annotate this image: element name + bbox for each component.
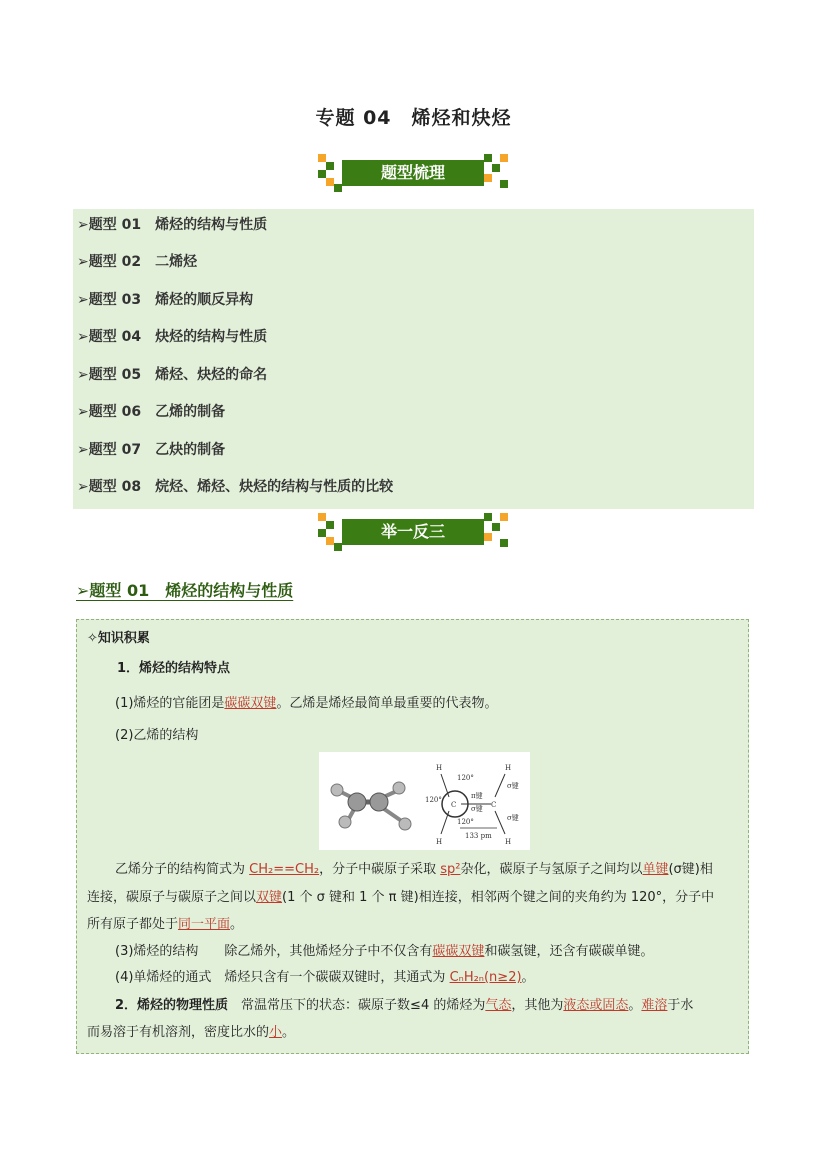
- paragraph: 2．烯烃的物理性质 常温常压下的状态：碳原子数≤4 的烯烃为气态，其他为液态或固态。难溶于水: [115, 998, 694, 1013]
- section-banner-question-types: [318, 154, 508, 192]
- list-item[interactable]: ➢题型 06 乙烯的制备: [77, 404, 226, 420]
- question-type-list: [73, 209, 754, 509]
- sigma-bond-label: σ键: [507, 814, 519, 822]
- list-item[interactable]: ➢题型 03 烯烃的顺反异构: [77, 292, 254, 308]
- atom-h-label: H: [505, 838, 512, 846]
- atom-c-label: C: [451, 801, 457, 809]
- banner-decoration: [334, 543, 342, 551]
- banner-decoration: [334, 184, 342, 192]
- bond-length-label: 133 pm: [465, 832, 492, 840]
- banner-decoration: [318, 170, 326, 178]
- banner-label: 举一反三: [380, 522, 445, 541]
- banner-decoration: [484, 174, 492, 182]
- list-item[interactable]: ➢题型 05 烯烃、炔烃的命名: [77, 367, 268, 383]
- banner-decoration: [492, 523, 500, 531]
- banner-decoration: [318, 154, 326, 162]
- list-item[interactable]: ➢题型 04 炔烃的结构与性质: [77, 329, 268, 345]
- banner-decoration: [484, 533, 492, 541]
- section-banner-practice: [318, 513, 508, 551]
- banner-decoration: [318, 529, 326, 537]
- ethylene-diagram: [319, 752, 530, 850]
- banner-decoration: [500, 513, 508, 521]
- angle-label: 120°: [457, 774, 474, 782]
- atom-h-label: H: [436, 838, 443, 846]
- banner-decoration: [326, 178, 334, 186]
- sigma-bond-label: σ键: [471, 805, 483, 813]
- list-item[interactable]: ➢题型 07 乙炔的制备: [77, 442, 226, 458]
- banner-decoration: [326, 521, 334, 529]
- atom-h-label: H: [505, 764, 512, 772]
- knowledge-label: ✧知识积累: [87, 631, 150, 646]
- page-title: 专题 04 烯烃和炔烃: [315, 107, 512, 129]
- banner-decoration: [484, 513, 492, 521]
- banner-label: 题型梳理: [380, 163, 445, 182]
- bond-schematic: [425, 764, 519, 846]
- banner-decoration: [500, 180, 508, 188]
- paragraph: (2)乙烯的结构: [115, 728, 199, 743]
- paragraph: 而易溶于有机溶剂，密度比水的小。: [87, 1025, 296, 1040]
- list-item[interactable]: ➢题型 08 烷烃、烯烃、炔烃的结构与性质的比较: [77, 479, 394, 495]
- banner-decoration: [500, 154, 508, 162]
- list-item[interactable]: ➢题型 02 二烯烃: [77, 254, 198, 270]
- paragraph: (4)单烯烃的通式 烯烃只含有一个碳碳双键时，其通式为 CₙH₂ₙ(n≥2)。: [115, 970, 535, 985]
- list-item[interactable]: ➢题型 01 烯烃的结构与性质: [77, 217, 268, 233]
- section-heading: ➢题型 01 烯烃的结构与性质: [76, 581, 294, 600]
- sigma-bond-label: σ键: [507, 782, 519, 790]
- paragraph: (3)烯烃的结构 除乙烯外，其他烯烃分子中不仅含有碳碳双键和碳氢键，还含有碳碳单键。: [115, 944, 654, 959]
- banner-decoration: [492, 164, 500, 172]
- ethylene-structure-figure: [319, 752, 530, 850]
- banner-decoration: [326, 162, 334, 170]
- pi-bond-label: π键: [471, 792, 483, 800]
- paragraph: 连接，碳原子与碳原子之间以双键(1 个 σ 键和 1 个 π 键)相连接，相邻两个键之间的夹角约为 120°，分子中: [87, 890, 715, 905]
- paragraph: 所有原子都处于同一平面。: [87, 917, 244, 932]
- atom-c-label: C: [491, 801, 497, 809]
- angle-label: 120°: [457, 818, 474, 826]
- banner-decoration: [318, 513, 326, 521]
- banner-decoration: [500, 539, 508, 547]
- subheading: 1．烯烃的结构特点: [117, 661, 231, 676]
- banner-decoration: [484, 154, 492, 162]
- angle-label: 120°: [425, 796, 442, 804]
- banner-decoration: [326, 537, 334, 545]
- paragraph: (1)烯烃的官能团是碳碳双键。乙烯是烯烃最简单最重要的代表物。: [115, 696, 498, 711]
- atom-h-label: H: [436, 764, 443, 772]
- paragraph: 乙烯分子的结构简式为 CH₂==CH₂，分子中碳原子采取 sp²杂化，碳原子与氢原子之间均以单键(σ键)相: [115, 862, 713, 877]
- ball-stick-model: [331, 782, 411, 830]
